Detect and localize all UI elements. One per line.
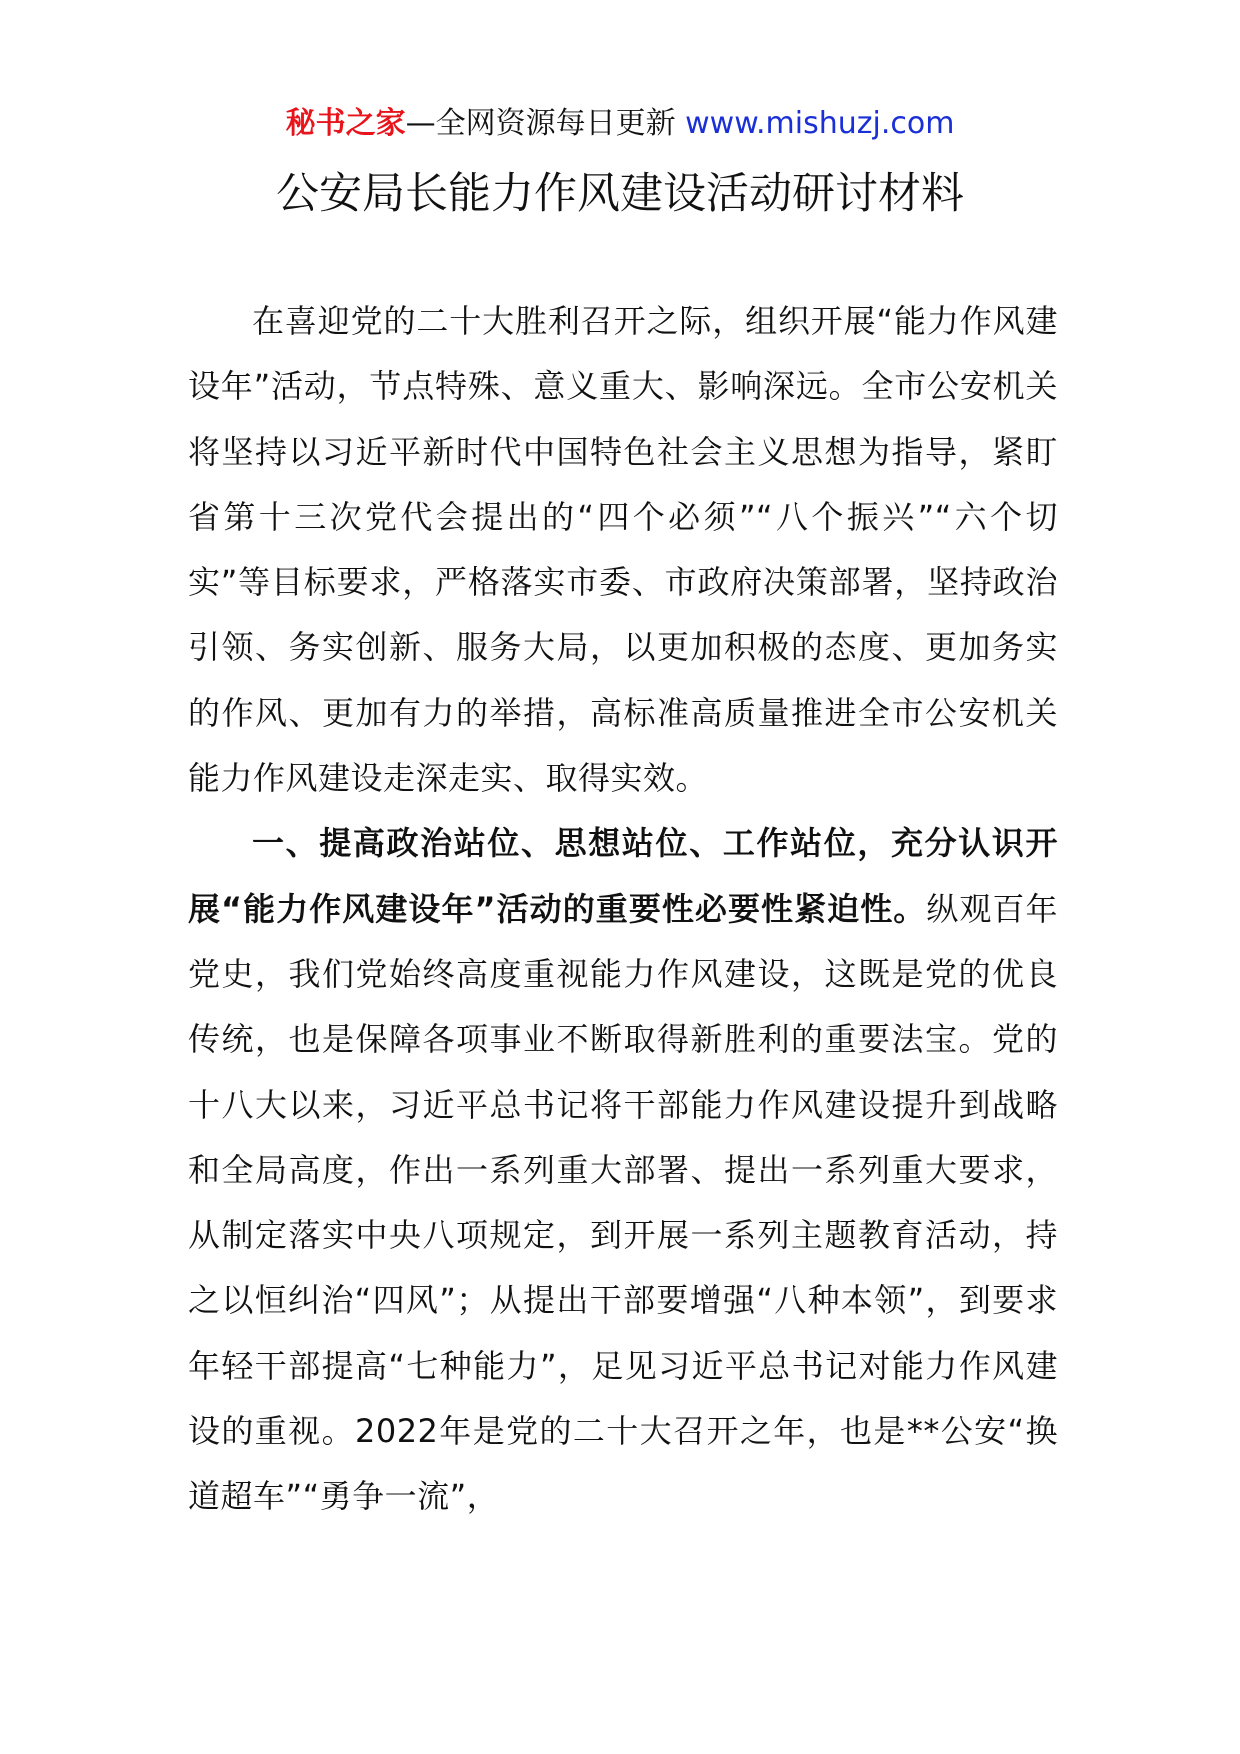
header-tagline: —全网资源每日更新 (405, 106, 676, 141)
brand-name: 秘书之家 (285, 106, 406, 141)
site-url-link[interactable]: www.mishuzj.com (685, 106, 955, 141)
paragraph-text: 在喜迎党的二十大胜利召开之际，组织开展“能力作风建设年”活动，节点特殊、意义重大、影响深远。全市公安机关将坚持以习近平新时代中国特色社会主义思想为指导，紧盯省第十三次党代会提出的“四个必须”“八个振兴”“六个切实”等目标要求，严格落实市委、市政府决策部署，坚持政治引领、务实创新、服务大局，以更加积极的态度、更加务实的作风、更加有力的举措，高标准高质量推进全市公安机关能力作风建设走深走实、取得实效。 (188, 302, 1058, 798)
paragraph-text: 纵观百年党史，我们党始终高度重视能力作风建设，这既是党的优良传统，也是保障各项事业不断取得新胜利的重要法宝。党的十八大以来，习近平总书记将干部能力作风建设提升到战略和全局高度，作出一系列重大部署、提出一系列重大要求，从制定落实中央八项规定，到开展一系列主题教育活动，持之以恒纠治“四风”；从提出干部要增强“八种本领”，到要求年轻干部提高“七种能力”，足见习近平总书记对能力作风建设的重视。2022年是党的二十大召开之年，也是**公安“换道超车”“勇争一流”， (188, 889, 1058, 1516)
paragraph-intro (188, 289, 1058, 811)
document-body (188, 289, 1058, 1530)
section-heading: 一、提高政治站位、思想站位、工作站位，充分认识开展“能力作风建设年”活动的重要性必要性紧迫性。 (188, 824, 1058, 928)
document-title: 公安局长能力作风建设活动研讨材料 (276, 169, 964, 219)
site-header (0, 104, 1240, 144)
paragraph-section-one (188, 811, 1058, 1529)
